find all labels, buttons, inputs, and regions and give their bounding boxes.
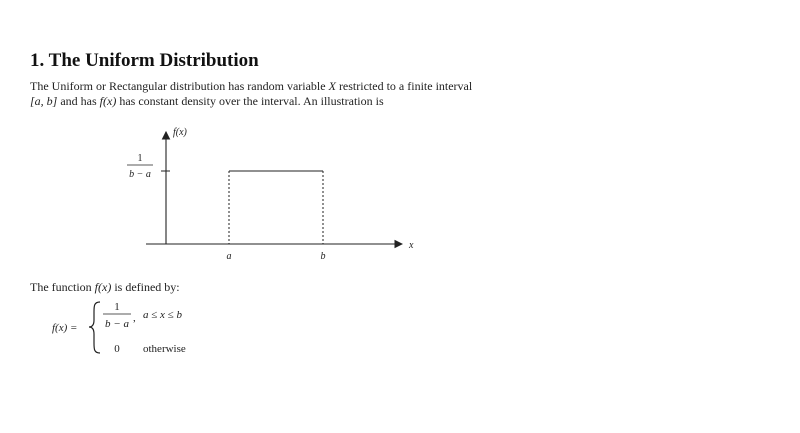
case1-denominator: b − a [105, 318, 129, 330]
height-numerator: 1 [137, 153, 143, 164]
definition-text: is defined by: [111, 280, 180, 294]
case2-value: 0 [114, 343, 120, 355]
case1-numerator: 1 [114, 301, 120, 313]
x-axis-label: x [409, 240, 414, 251]
height-denominator: b − a [129, 169, 151, 180]
case1-comma: , [133, 312, 136, 324]
tick-label-a: a [226, 251, 232, 262]
left-brace [89, 302, 100, 353]
density-function: f(x) [94, 280, 112, 294]
interval: [a, b] [30, 94, 58, 108]
density-function: f(x) [99, 94, 117, 108]
random-variable: X [328, 79, 336, 93]
intro-text: The Uniform or Rectangular distribution has random variable [30, 79, 329, 93]
function-lhs: f(x) = [52, 322, 78, 334]
case1-condition: a ≤ x ≤ b [143, 309, 182, 321]
intro-text: has constant density over the interval. An illustration is [116, 94, 384, 108]
section-title: 1. The Uniform Distribution [30, 50, 259, 71]
intro-text: restricted to a finite interval [335, 79, 473, 93]
case2-condition: otherwise [143, 343, 186, 355]
definition-text: The function [30, 280, 95, 294]
tick-label-b: b [320, 251, 326, 262]
intro-text: and has [57, 94, 100, 108]
y-axis-label: f(x) [173, 127, 187, 138]
